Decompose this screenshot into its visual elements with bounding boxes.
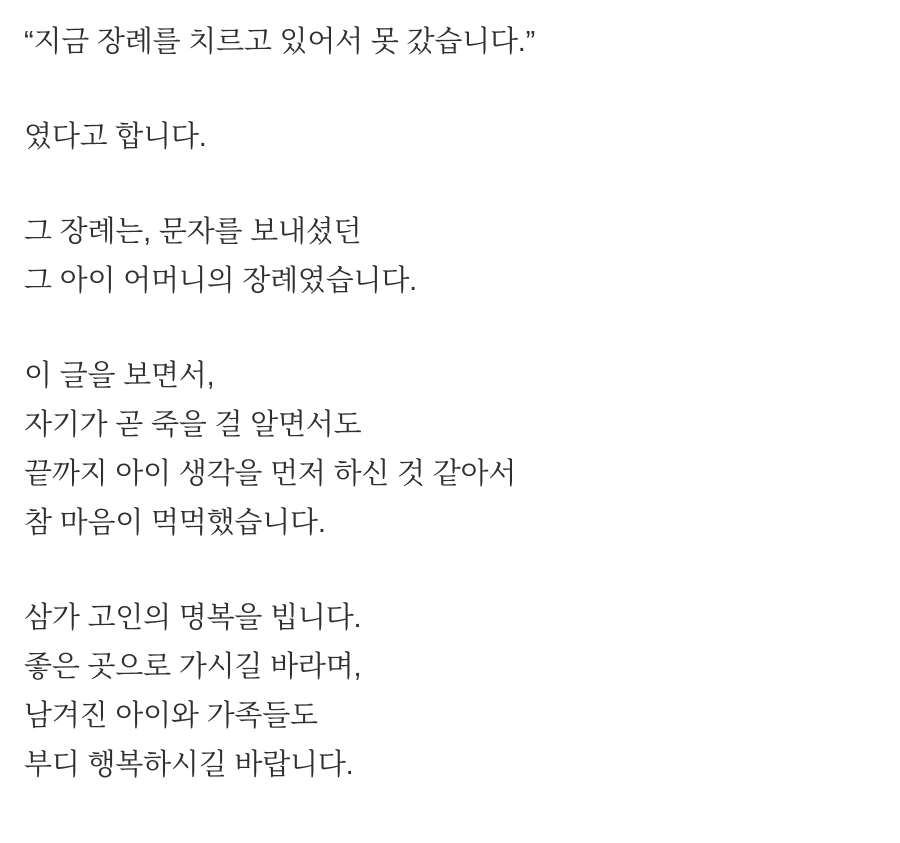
text-line: 자기가 곧 죽을 걸 알면서도 xyxy=(24,409,362,441)
paragraph-quote xyxy=(24,18,876,67)
text-line: 부디 행복하시길 바랍니다. xyxy=(24,749,354,781)
paragraph-funeral-detail xyxy=(24,208,876,306)
paragraph-reply xyxy=(24,113,876,162)
text-line: 끝까지 아이 생각을 먼저 하신 것 같아서 xyxy=(24,458,517,490)
paragraph-condolence xyxy=(24,594,876,790)
text-line: 였다고 합니다. xyxy=(24,121,207,153)
text-line: 참 마음이 먹먹했습니다. xyxy=(24,507,326,539)
text-line: 그 아이 어머니의 장례였습니다. xyxy=(24,265,418,297)
text-line: 좋은 곳으로 가시길 바라며, xyxy=(24,651,362,683)
text-line: 남겨진 아이와 가족들도 xyxy=(24,700,318,732)
text-line: “지금 장례를 치르고 있어서 못 갔습니다.” xyxy=(24,26,536,58)
text-line: 그 장례는, 문자를 보내셨던 xyxy=(24,216,362,248)
paragraph-reflection xyxy=(24,352,876,548)
text-line: 삼가 고인의 명복을 빕니다. xyxy=(24,602,362,634)
text-line: 이 글을 보면서, xyxy=(24,360,215,392)
